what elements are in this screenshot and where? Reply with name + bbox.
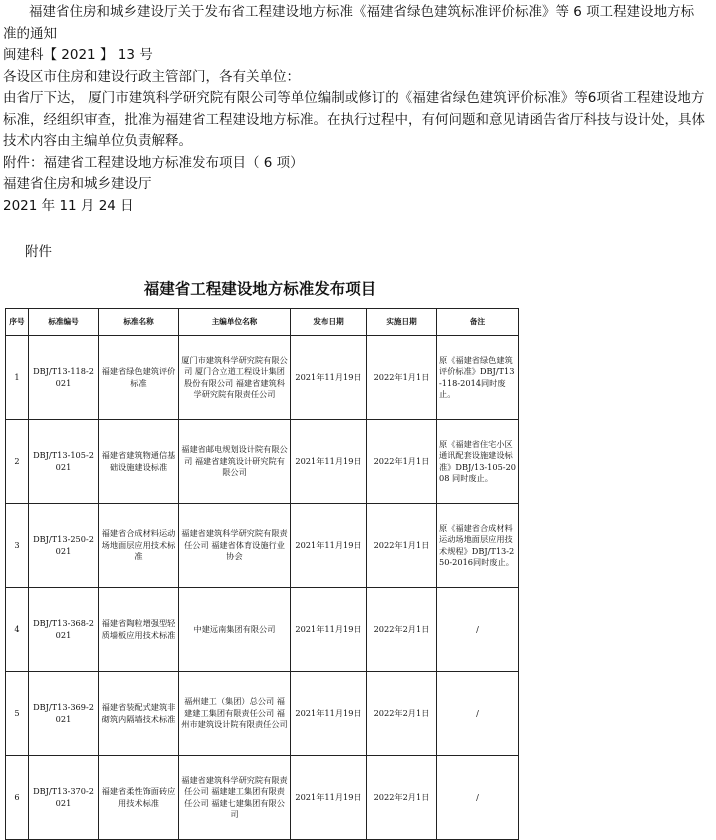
table-row bbox=[6, 420, 519, 504]
table-cell: 中建远南集团有限公司 bbox=[179, 588, 291, 672]
table-cell: 福建省绿色建筑评价标准 bbox=[99, 336, 179, 420]
col-header: 主编单位名称 bbox=[179, 309, 291, 336]
table-cell: 原《福建省住宅小区通讯配套设施建设标准》DBJ/13-105-2008 同时废止。 bbox=[437, 420, 519, 504]
table-cell: 福建省建筑科学研究院有限责任公司 福建省体育设施行业协会 bbox=[179, 504, 291, 588]
table-cell: 2022年1月1日 bbox=[367, 336, 437, 420]
col-header: 序号 bbox=[6, 309, 29, 336]
issuer: 福建省住房和城乡建设厅 bbox=[3, 176, 152, 192]
table-cell: 2022年2月1日 bbox=[367, 672, 437, 756]
table-cell: 2021年11月19日 bbox=[291, 504, 367, 588]
table-cell: 福建省建筑科学研究院有限责任公司 福建建工集团有限责任公司 福建七建集团有限公司 bbox=[179, 756, 291, 840]
table-cell: 福建省合成材料运动场地面层应用技术标准 bbox=[99, 504, 179, 588]
table-cell: 2021年11月19日 bbox=[291, 588, 367, 672]
table-cell: 原《福建省合成材料运动场地面层应用技术规程》DBJ/T13-250-2016同时废止。 bbox=[437, 504, 519, 588]
col-header: 备注 bbox=[437, 309, 519, 336]
table-cell: 2022年1月1日 bbox=[367, 420, 437, 504]
table-cell: 2021年11月19日 bbox=[291, 672, 367, 756]
table-cell: DBJ/T13-118-2021 bbox=[29, 336, 99, 420]
attachment-label: 附件 bbox=[25, 244, 52, 260]
table-title: 福建省工程建设地方标准发布项目 bbox=[143, 279, 377, 298]
col-header: 实施日期 bbox=[367, 309, 437, 336]
table-cell: 福建省柔性饰面砖应用技术标准 bbox=[99, 756, 179, 840]
table-cell: 厦门市建筑科学研究院有限公司 厦门合立道工程设计集团股份有限公司 福建省建筑科学研究院有限责任公司 bbox=[179, 336, 291, 420]
table-cell: 福建省建筑物通信基础设施建设标准 bbox=[99, 420, 179, 504]
table-cell: 2021年11月19日 bbox=[291, 420, 367, 504]
table-cell: 5 bbox=[6, 672, 29, 756]
salutation: 各设区市住房和建设行政主管部门，各有关单位： bbox=[3, 68, 300, 85]
table-cell: DBJ/T13-105-2021 bbox=[29, 420, 99, 504]
table-cell: DBJ/T13-368-2021 bbox=[29, 588, 99, 672]
notice-title: 福建省住房和城乡建设厅关于发布省工程建设地方标准《福建省绿色建筑标准评价标准》等 6 项工程建设地方标准的通知 bbox=[3, 4, 695, 42]
table-cell: 福建省陶粒增强型轻质墙板应用技术标准 bbox=[99, 588, 179, 672]
issue-date: 2021 年 11 月 24 日 bbox=[3, 197, 134, 214]
table-cell: DBJ/T13-370-2021 bbox=[29, 756, 99, 840]
table-cell: 2022年2月1日 bbox=[367, 756, 437, 840]
notice bbox=[0, 2, 709, 217]
col-header: 发布日期 bbox=[291, 309, 367, 336]
table-cell: 福建省邮电规划设计院有限公司 福建省建筑设计研究院有限公司 bbox=[179, 420, 291, 504]
table-cell: 2 bbox=[6, 420, 29, 504]
standards-table bbox=[5, 308, 519, 840]
table-cell: 福建省装配式建筑非砌筑内隔墙技术标准 bbox=[99, 672, 179, 756]
table-cell: DBJ/T13-369-2021 bbox=[29, 672, 99, 756]
table-cell: / bbox=[437, 672, 519, 756]
table-row bbox=[6, 504, 519, 588]
table-cell: 2022年2月1日 bbox=[367, 588, 437, 672]
attachment-line: 附件：福建省工程建设地方标准发布项目（ 6 项） bbox=[3, 154, 304, 171]
table-cell: 1 bbox=[6, 336, 29, 420]
col-header: 标准编号 bbox=[29, 309, 99, 336]
col-header: 标准名称 bbox=[99, 309, 179, 336]
table-row bbox=[6, 336, 519, 420]
table-cell: DBJ/T13-250-2021 bbox=[29, 504, 99, 588]
doc-number: 闽建科【 2021 】 13 号 bbox=[3, 47, 153, 63]
table-cell: 4 bbox=[6, 588, 29, 672]
table-row bbox=[6, 672, 519, 756]
table-cell: 2021年11月19日 bbox=[291, 336, 367, 420]
table-cell: 原《福建省绿色建筑评价标准》DBJ/T13-118-2014同时废止。 bbox=[437, 336, 519, 420]
table-row bbox=[6, 588, 519, 672]
table-cell: 3 bbox=[6, 504, 29, 588]
table-cell: / bbox=[437, 756, 519, 840]
table-cell: / bbox=[437, 588, 519, 672]
table-cell: 6 bbox=[6, 756, 29, 840]
table-cell: 2021年11月19日 bbox=[291, 756, 367, 840]
table-row bbox=[6, 756, 519, 840]
notice-body: 由省厅下达， 厦门市建筑科学研究院有限公司等单位编制或修订的《福建省绿色建筑评价标准》等6项省工程建设地方标准，经组织审查，批准为福建省工程建设地方标准。在执行过程中，有何问题和意见请函告省厅科技与设计处，具体技术内容由主编单位负责解释。 bbox=[3, 90, 705, 149]
table-cell: 2022年1月1日 bbox=[367, 504, 437, 588]
table-header-row bbox=[6, 309, 519, 336]
table-cell: 福州建工（集团）总公司 福建建工集团有限责任公司 福州市建筑设计院有限责任公司 bbox=[179, 672, 291, 756]
